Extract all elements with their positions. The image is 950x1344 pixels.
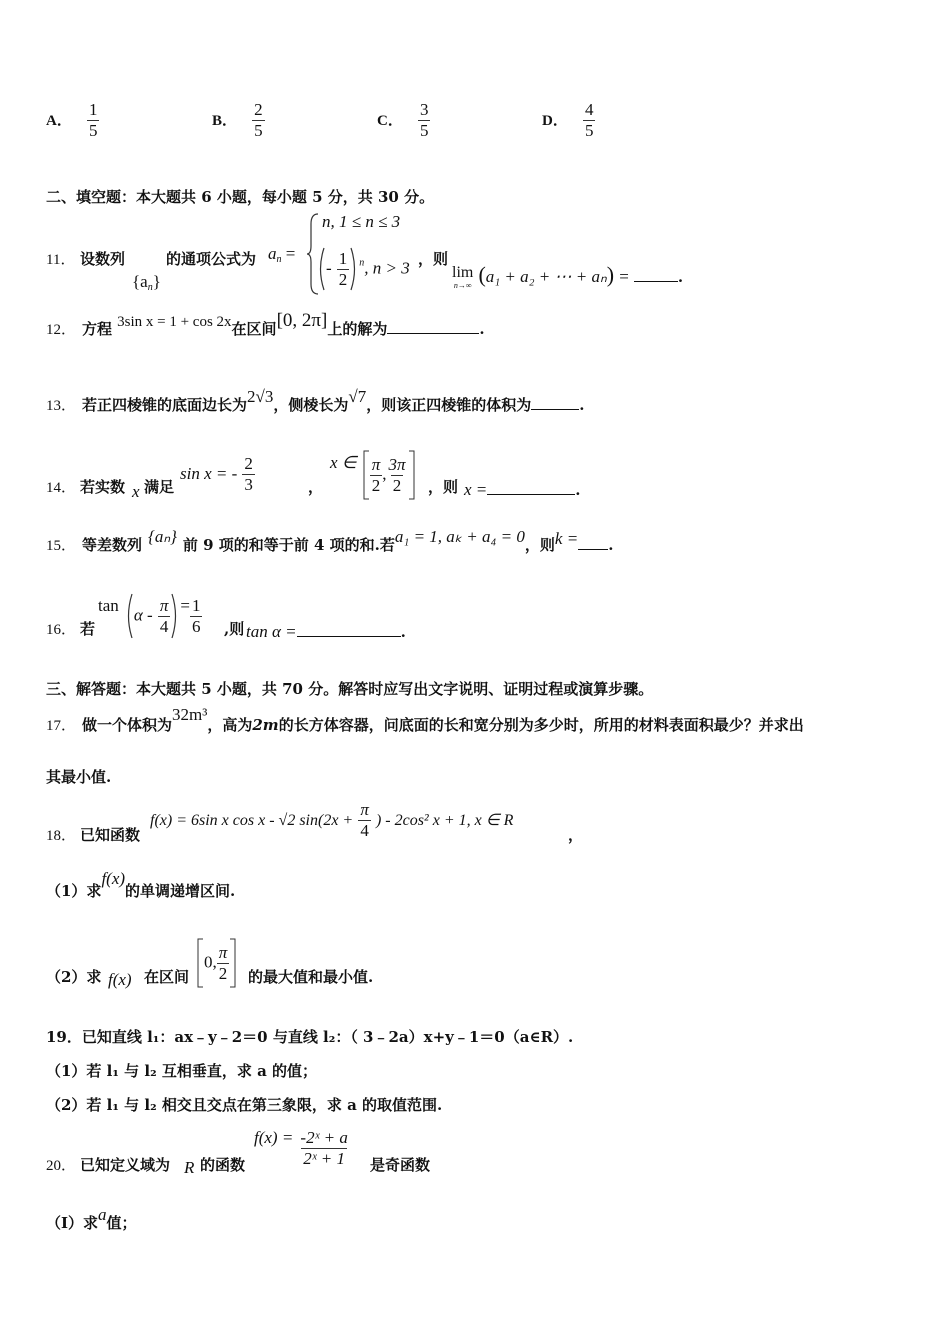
q14-sin-condition: sin x = - $\frac{2}{3}$ <box>180 454 253 494</box>
option-d <box>542 100 595 141</box>
question-17: 17． 做一个体积为32m³，高为2m的长方体容器，问底面的长和宽分别为多少时，所用的材料表面积最少？并求出 <box>46 705 804 734</box>
q16-answer: tan α = . <box>246 622 406 641</box>
question-11 <box>46 210 906 300</box>
option-a <box>46 100 99 141</box>
q14-interval: x ∈ $\frac{\pi}{2}$ , $\frac{3\pi}{2}$ <box>330 450 416 500</box>
question-17-cont: 其最小值. <box>46 768 112 786</box>
question-19: 19．已知直线 l₁：ax﹣y﹣2＝0 与直线 l₂：（ 3﹣2a）x+y﹣1＝0（a∈R）. <box>46 1028 574 1046</box>
q11-paren-left <box>316 246 326 292</box>
option-c-label: C． <box>377 113 403 129</box>
q15-condition: a₁ = 1, aₖ + a₄ = 0 <box>394 527 525 546</box>
q20-function: f(x) = $\frac{\text{-2ˣ + a}}{\text{2ˣ + 1}}$ <box>254 1128 348 1168</box>
q13-base-edge: 2√3 <box>247 387 274 406</box>
question-15: 15． 等差数列 {aₙ} 前 9 项的和等于前 4 项的和.若a₁ = 1, aₖ + a₄ = 0，则k = . <box>46 527 614 554</box>
question-20-part-1: （Ⅰ）求a值； <box>46 1205 137 1232</box>
q13-lateral-edge: √7 <box>348 387 367 406</box>
q12-answer-blank <box>387 319 479 334</box>
option-c-fraction: $\frac{3}{5}$ <box>419 100 429 140</box>
q18-interval: 0, $\frac{\pi}{2}$ <box>196 938 237 988</box>
option-d-fraction: $\frac{4}{5}$ <box>584 100 594 140</box>
q11-paren-right <box>349 246 359 292</box>
option-c <box>377 100 430 141</box>
exam-page: A． $\frac{1}{5}$ B． $\frac{2}{5}$ C． $\frac{3}{5}$ D． $\frac{4}{5}$ 二、填空题：本大题共 6 小题，每小题 5 分，共 30 分。 11． 设数列 $\{a_n\}$ 的通项公式为 $a_n$ = n, 1 ≤ n ≤ 3 - $\frac{1}{2}$ $^n$, n > 3 ，则 lim n→∞ (a₁ + a₂ + ⋯ + aₙ) = . 12． 方程 3sin x = 1 + cos 2x在区间[0, 2π]上的解为 . 13． 若正四棱锥的底面边长为2√3，侧棱长为√7，则该正四棱锥的体积为 . 14． 若实数 x 满足 sin x = - $\frac{2}{3}$ ， x ∈ $\frac{\pi}{2}$ , $\frac{3\pi}{2}$ ，则 x = . 15． 等差数列 {aₙ} 前 9 项的和等于前 4 项的和.若a₁ = 1, aₖ + a₄ = 0，则k = . 16． 若 tan α - $\frac{\pi}{4}$ = $\frac{1}{6}$ ,则 tan α = . 三、解答题：本大题共 5 小题，共 70 分。解答时应写出文字说明、证明过程或演算步骤。 17． 做一个体积为32m³，高为2m的长方体容器，问底面的长和宽分别为多少时，所用的材料表面积最少？并求出 其最小值. 18． 已知函数 f(x) = 6sin x cos x - √2 sin(2x + $\frac{\pi}{4}$ ) - 2cos² x + 1, x ∈ R ， （1）求f(x)的单调递增区间. （2）求 f(x) 在区间 0, $\frac{\pi}{2}$ 的最大值和最小值. 19．已知直线 l₁：ax﹣y﹣2＝0 与直线 l₂：（ 3﹣2a）x+y﹣1＝0（a∈R）. （1）若 l₁ 与 l₂ 互相垂直，求 a 的值； （2）若 l₁ 与 l₂ 相交且交点在第三象限，求 a 的取值范围. 20． 已知定义域为 R 的函数 f(x) = $\frac{\text{-2ˣ + a}}{\text{2ˣ + 1}}$ 是奇函数 （Ⅰ）求a值； <box>0 0 950 1344</box>
question-13: 13． 若正四棱锥的底面边长为2√3，侧棱长为√7，则该正四棱锥的体积为 . <box>46 387 585 414</box>
q11-an: $a_n$ = <box>268 244 296 265</box>
question-19-part-2: （2）若 l₁ 与 l₂ 相交且交点在第三象限，求 a 的取值范围. <box>46 1096 443 1114</box>
section-3-heading: 三、解答题：本大题共 5 小题，共 70 分。解答时应写出文字说明、证明过程或演算步骤。 <box>46 680 654 698</box>
q16-answer-blank <box>297 622 401 637</box>
question-12: 12． 方程 3sin x = 1 + cos 2x在区间[0, 2π]上的解为 . <box>46 310 485 338</box>
q12-equation: 3sin x = 1 + cos 2x <box>117 314 232 330</box>
q11-text-3: ，则 <box>418 250 449 268</box>
option-b-fraction: $\frac{2}{5}$ <box>254 100 263 140</box>
section-2-heading: 二、填空题：本大题共 6 小题，每小题 5 分，共 30 分。 <box>46 188 435 206</box>
q17-volume: 32m³ <box>172 705 208 724</box>
q15-answer-blank <box>578 535 608 550</box>
q11-case-2: - $\frac{1}{2}$ $^n$, n > 3 <box>316 246 410 292</box>
option-d-label: D． <box>542 113 568 129</box>
option-a-label: A． <box>46 113 72 129</box>
option-a-fraction: $\frac{1}{5}$ <box>88 100 98 140</box>
q11-sequence: $\{a_n\}$ <box>132 272 161 293</box>
q11-case-1: n, 1 ≤ n ≤ 3 <box>322 212 401 231</box>
q16-condition: tan α - $\frac{\pi}{4}$ = $\frac{1}{6}$ <box>98 592 202 640</box>
question-19-part-1: （1）若 l₁ 与 l₂ 互相垂直，求 a 的值； <box>46 1062 318 1080</box>
q11-limit: lim n→∞ (a₁ + a₂ + ⋯ + aₙ) = . <box>452 262 684 290</box>
q15-sequence: {aₙ} <box>148 527 177 546</box>
q11-answer-blank <box>634 267 678 282</box>
option-b <box>212 100 265 141</box>
q14-answer-blank <box>487 480 575 495</box>
option-b-label: B． <box>212 113 238 129</box>
q11-text-2: 的通项公式为 <box>166 250 257 268</box>
q13-answer-blank <box>531 395 579 410</box>
q12-interval: [0, 2π] <box>276 310 328 331</box>
question-18-part-1: （1）求f(x)的单调递增区间. <box>46 869 236 900</box>
q11-text-1: 设数列 <box>80 250 126 268</box>
q11-number: 11． <box>46 252 76 268</box>
q18-function: f(x) = 6sin x cos x - √2 sin(2x + $\frac{\pi}{4}$ ) - 2cos² x + 1, x ∈ R <box>150 800 514 840</box>
q14-answer: x = . <box>464 480 581 499</box>
